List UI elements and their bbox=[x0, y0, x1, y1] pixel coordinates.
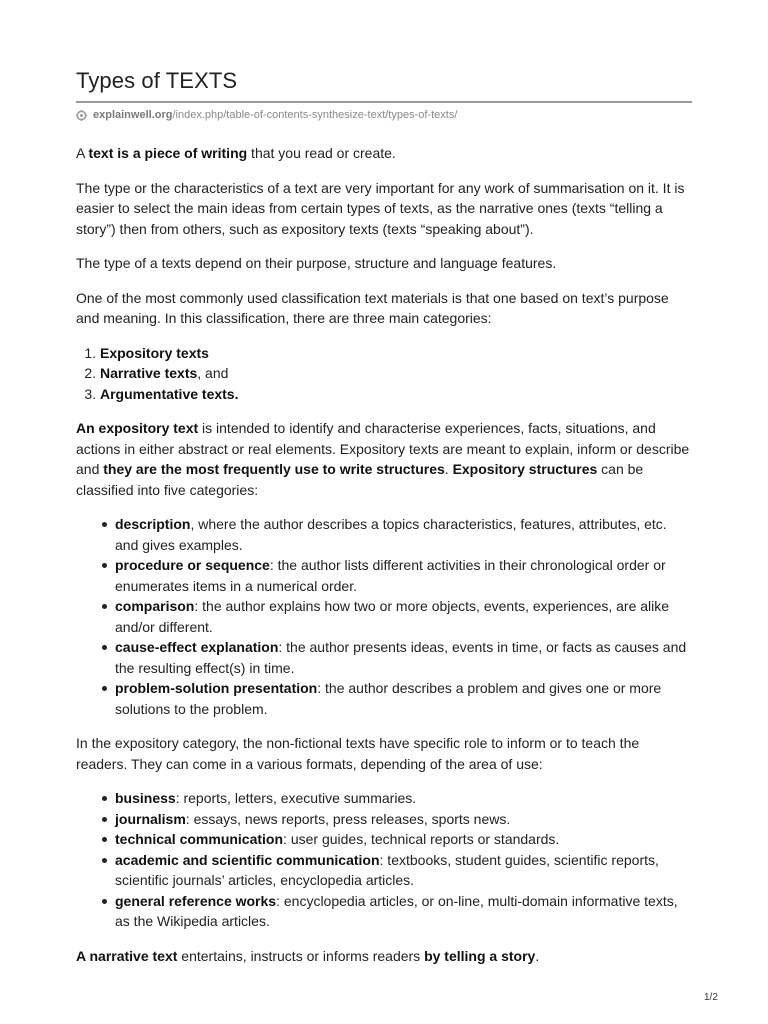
structure-name: comparison bbox=[115, 598, 195, 614]
list-item bbox=[100, 343, 692, 364]
category-paragraph: In the expository category, the non-fictional texts have specific role to inform or to teach the readers. They can come in a various formats, depending of the area of use: bbox=[76, 735, 640, 772]
format-name: journalism bbox=[115, 810, 186, 827]
list-item bbox=[115, 596, 692, 637]
category-name: Narrative texts bbox=[100, 365, 198, 381]
expository-term: An expository text bbox=[76, 420, 199, 436]
format-desc: : encyclopedia articles, or on-line, multi-domain informative texts, as the Wikipedia articles. bbox=[115, 892, 678, 929]
list-item bbox=[115, 637, 692, 678]
page-title: Types of TEXTS bbox=[76, 68, 238, 93]
list-item bbox=[115, 514, 692, 555]
structure-desc: : the author presents ideas, events in time, or facts as causes and the resulting effect(s) in time. bbox=[115, 639, 687, 676]
expository-paragraph bbox=[76, 418, 692, 500]
list-item bbox=[115, 891, 692, 932]
categories-list bbox=[76, 343, 692, 405]
intro-post: that you read or create. bbox=[247, 145, 396, 161]
narrative-emphasis: by telling a story bbox=[424, 947, 536, 964]
list-item bbox=[100, 384, 692, 405]
source-url[interactable] bbox=[76, 108, 692, 122]
type-paragraph: The type or the characteristics of a text are very important for any work of summarisation on it. It is easier to select the main ideas from certain types of texts, as the narrative ones (texts “telling a story”) then from others, such as expository texts (texts “speaking about”). bbox=[76, 179, 685, 237]
page-number: 1/2 bbox=[704, 992, 718, 1003]
narrative-paragraph bbox=[76, 946, 692, 967]
structure-name: problem-solution presentation bbox=[115, 680, 318, 696]
intro-pre: A bbox=[76, 145, 89, 161]
category-name: Expository texts bbox=[100, 344, 209, 361]
title-divider bbox=[76, 101, 692, 103]
category-name: Argumentative texts. bbox=[100, 385, 239, 402]
format-desc: : essays, news reports, press releases, sports news. bbox=[185, 810, 511, 827]
format-name: academic and scientific communication bbox=[115, 851, 380, 868]
expository-text-1: is intended to identify and characterise experiences, facts, situations, and actions in either abstract or real elements. Expository texts are meant to explain, inform or describe and bbox=[76, 420, 690, 477]
structure-name: cause-effect explanation bbox=[115, 639, 279, 655]
list-item bbox=[115, 678, 692, 719]
structure-desc: : the author lists different activities in their chronological order or enumerates items in a numerical order. bbox=[115, 557, 666, 594]
format-name: technical communication bbox=[115, 831, 284, 847]
list-item bbox=[100, 363, 692, 384]
format-name: business bbox=[115, 790, 176, 806]
structures-list bbox=[76, 514, 692, 719]
list-item bbox=[115, 850, 692, 891]
expository-structures-term: Expository structures bbox=[452, 461, 598, 477]
format-desc: : user guides, technical reports or standards. bbox=[283, 831, 560, 847]
formats-list bbox=[76, 788, 692, 932]
source-domain: explainwell.org bbox=[93, 109, 173, 121]
list-item bbox=[115, 809, 692, 830]
source-link[interactable] bbox=[93, 108, 457, 122]
structure-name: procedure or sequence bbox=[115, 557, 270, 573]
format-desc: : textbooks, student guides, scientific reports, scientific journals’ articles, encyclopedia articles. bbox=[115, 851, 659, 888]
structure-desc: : the author describes a problem and gives one or more solutions to the problem. bbox=[115, 680, 662, 717]
classification-paragraph: One of the most commonly used classification text materials is that one based on text’s purpose and meaning. In this classification, there are three main categories: bbox=[76, 289, 669, 326]
narrative-term: A narrative text bbox=[76, 947, 178, 964]
list-item bbox=[115, 555, 692, 596]
depend-paragraph: The type of a texts depend on their purpose, structure and language features. bbox=[76, 255, 557, 271]
structure-desc: , where the author describes a topics characteristics, features, attributes, etc. and gives examples. bbox=[115, 516, 667, 553]
expository-text-2: . bbox=[444, 461, 453, 477]
narrative-text-2: . bbox=[535, 947, 540, 964]
document-page bbox=[76, 66, 692, 966]
narrative-text-1: entertains, instructs or informs readers bbox=[177, 947, 425, 964]
structure-name: description bbox=[115, 516, 191, 532]
intro-bold: text is a piece of writing bbox=[88, 145, 248, 161]
expository-text-3: can be classified into five categories: bbox=[76, 461, 644, 498]
structure-desc: : the author explains how two or more objects, events, experiences, are alike and/or different. bbox=[115, 598, 670, 635]
list-item bbox=[115, 788, 692, 809]
favicon-icon bbox=[76, 110, 87, 121]
intro-paragraph bbox=[76, 143, 692, 164]
format-desc: : reports, letters, executive summaries. bbox=[175, 790, 417, 806]
category-rest: , and bbox=[197, 365, 229, 381]
source-path: /index.php/table-of-contents-synthesize-text/types-of-texts/ bbox=[172, 109, 458, 121]
expository-emphasis: they are the most frequently use to write structures bbox=[103, 461, 445, 477]
format-name: general reference works bbox=[115, 892, 277, 909]
list-item bbox=[115, 829, 692, 850]
